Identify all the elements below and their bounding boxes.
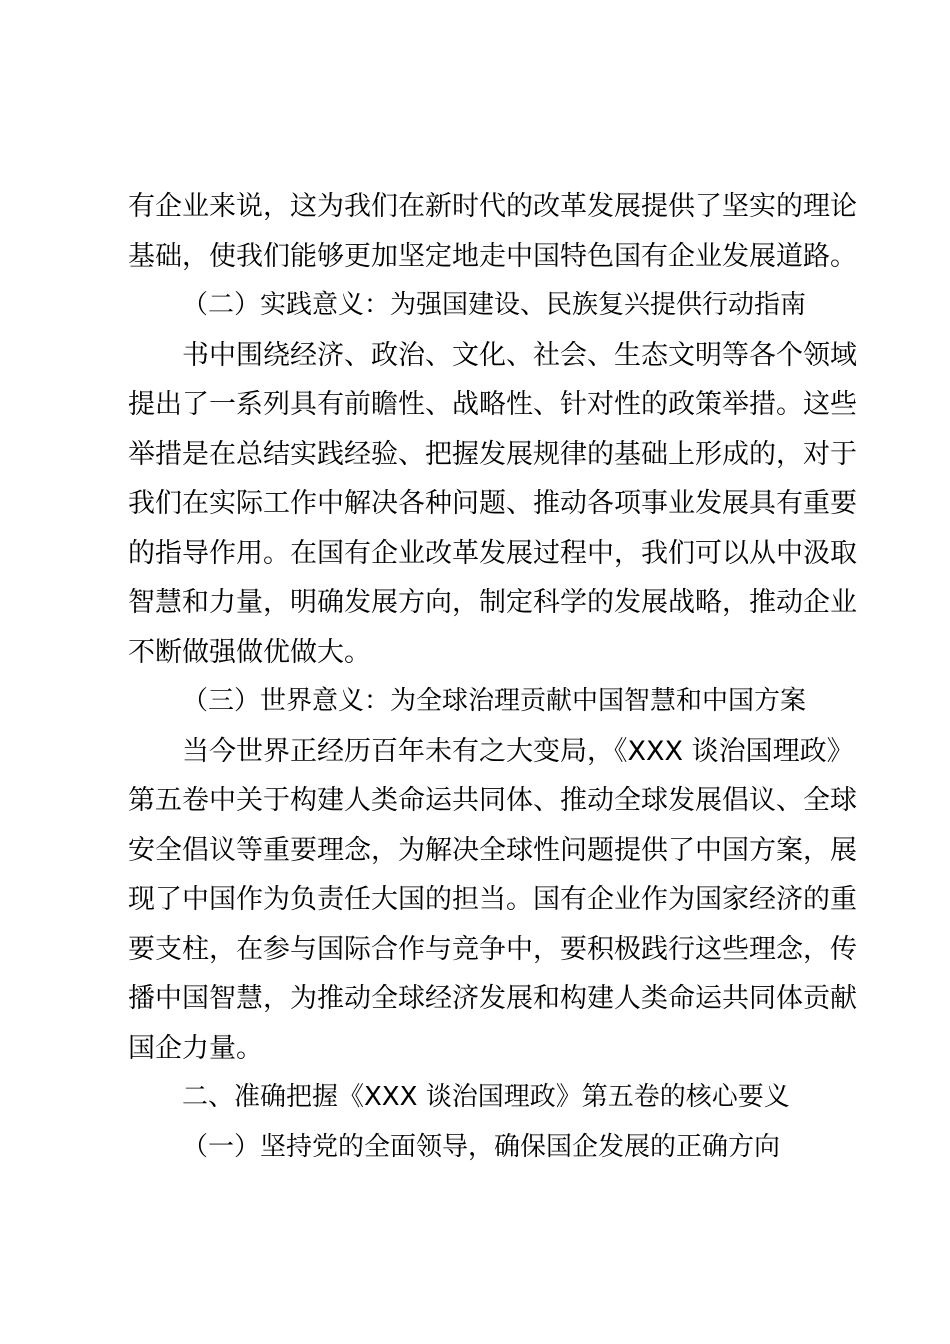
paragraph-line: 基础，使我们能够更加坚定地走中国特色国有企业发展道路。	[128, 240, 857, 272]
paragraph-line: 提出了一系列具有前瞻性、战略性、针对性的政策举措。这些	[128, 389, 857, 420]
paragraph-line: 有企业来说，这为我们在新时代的改革发展提供了坚实的理论	[128, 191, 857, 222]
paragraph-line: 国企力量。	[128, 1032, 263, 1064]
paragraph-line: 要支柱，在参与国际合作与竞争中，要积极践行这些理念，传	[128, 933, 857, 965]
paragraph-line: 第五卷中关于构建人类命运共同体、推动全球发展倡议、全球	[128, 785, 857, 816]
section-heading: （一）坚持党的全面领导，确保国企发展的正确方向	[182, 1131, 781, 1162]
paragraph-line: 安全倡议等重要理念，为解决全球性问题提供了中国方案，展	[128, 834, 857, 866]
paragraph-line: 书中围绕经济、政治、文化、社会、生态文明等各个领域	[182, 339, 857, 371]
paragraph-line: 现了中国作为负责任大国的担当。国有企业作为国家经济的重	[128, 884, 857, 915]
section-heading: （二）实践意义：为强国建设、民族复兴提供行动指南	[182, 290, 807, 320]
document-body	[128, 182, 857, 1172]
paragraph-line: 的指导作用。在国有企业改革发展过程中，我们可以从中汲取	[128, 537, 857, 569]
paragraph-line: 我们在实际工作中解决各种问题、推动各项事业发展具有重要	[128, 488, 857, 519]
paragraph-line: 举措是在总结实践经验、把握发展规律的基础上形成的，对于	[128, 438, 857, 470]
paragraph-line: 当今世界正经历百年未有之大变局，《XXX 谈治国理政》	[182, 735, 854, 767]
section-heading: （三）世界意义：为全球治理贡献中国智慧和中国方案	[182, 686, 807, 716]
paragraph-line: 播中国智慧，为推动全球经济发展和构建人类命运共同体贡献	[128, 983, 857, 1014]
paragraph-line: 智慧和力量，明确发展方向，制定科学的发展战略，推动企业	[128, 587, 857, 618]
paragraph-line: 不断做强做优做大。	[128, 636, 371, 668]
chapter-heading: 二、准确把握《XXX 谈治国理政》第五卷的核心要义	[182, 1082, 790, 1112]
